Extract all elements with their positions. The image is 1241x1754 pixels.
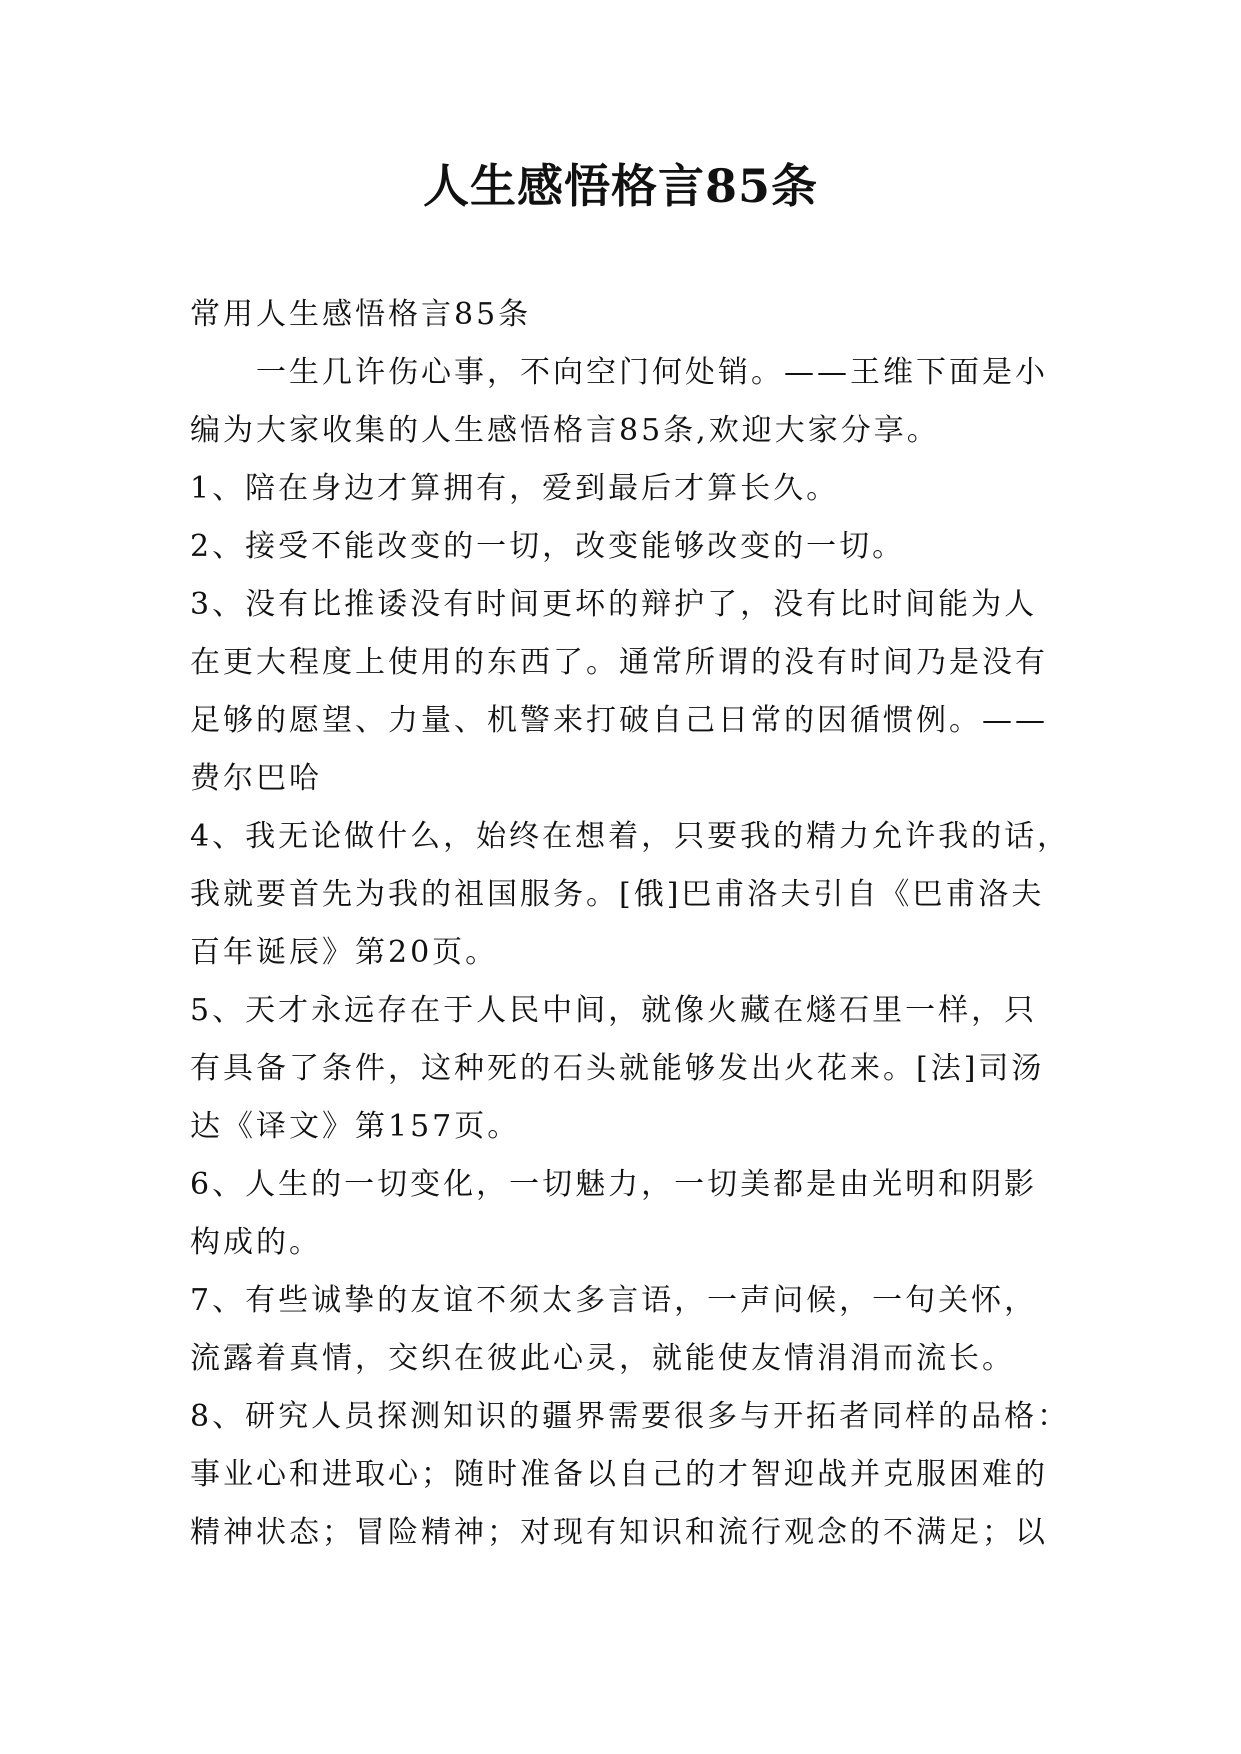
paragraph-line: 在更大程度上使用的东西了。通常所谓的没有时间乃是没有 (190, 645, 1048, 680)
paragraph-line: 百年诞辰》第20页。 (190, 935, 499, 970)
paragraph-line: 费尔巴哈 (190, 761, 322, 796)
subtitle-line: 常用人生感悟格言85条 (190, 297, 532, 332)
paragraph-line: 2、接受不能改变的一切，改变能够改变的一切。 (190, 529, 906, 564)
paragraph-line: 事业心和进取心；随时准备以自己的才智迎战并克服困难的 (190, 1457, 1048, 1492)
paragraph-line: 5、天才永远存在于人民中间，就像火藏在燧石里一样，只 (190, 993, 1038, 1028)
document-title: 人生感悟格言85条 (422, 159, 818, 213)
paragraph-line: 8、研究人员探测知识的疆界需要很多与开拓者同样的品格： (190, 1399, 1071, 1434)
paragraph-line: 达《译文》第157页。 (190, 1109, 521, 1144)
paragraph-line: 3、没有比推诿没有时间更坏的辩护了，没有比时间能为人 (190, 587, 1038, 622)
paragraph-line: 1、陪在身边才算拥有，爱到最后才算长久。 (190, 471, 840, 506)
paragraph-line: 7、有些诚挚的友谊不须太多言语，一声问候，一句关怀， (190, 1283, 1038, 1318)
paragraph-line: 我就要首先为我的祖国服务。[俄]巴甫洛夫引自《巴甫洛夫 (190, 877, 1045, 912)
paragraph-line: 构成的。 (190, 1225, 322, 1260)
document-body (190, 286, 1071, 1562)
paragraph-line: 流露着真情，交织在彼此心灵，就能使友情涓涓而流长。 (190, 1341, 1015, 1376)
paragraph-line: 有具备了条件，这种死的石头就能够发出火花来。[法]司汤 (190, 1051, 1045, 1086)
paragraph-line: 一生几许伤心事，不向空门何处销。——王维下面是小 (256, 355, 1048, 390)
paragraph-line: 4、我无论做什么，始终在想着，只要我的精力允许我的话， (190, 819, 1071, 854)
paragraph-line: 精神状态；冒险精神；对现有知识和流行观念的不满足；以 (190, 1515, 1048, 1550)
paragraph-line: 足够的愿望、力量、机警来打破自己日常的因循惯例。—— (190, 703, 1048, 738)
paragraph-line: 编为大家收集的人生感悟格言85条,欢迎大家分享。 (190, 413, 940, 448)
paragraph-line: 6、人生的一切变化，一切魅力，一切美都是由光明和阴影 (190, 1167, 1038, 1202)
